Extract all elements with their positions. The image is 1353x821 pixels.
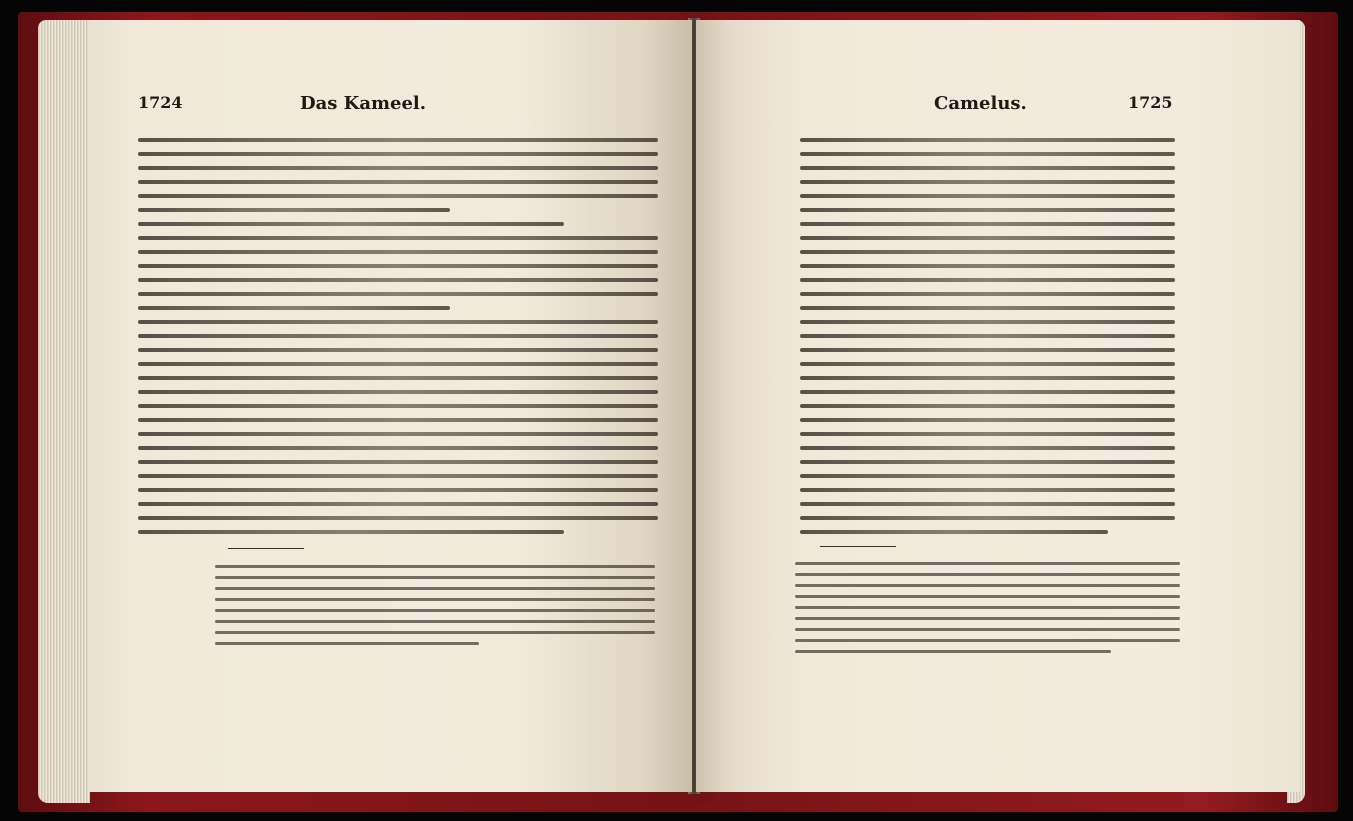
- right-footnotes-area: [795, 562, 1180, 661]
- right-body-text-area: [800, 138, 1175, 544]
- left-footnotes-area: [215, 565, 655, 653]
- left-body-text-area: [138, 138, 658, 544]
- left-footnote-rule: [228, 548, 304, 549]
- left-running-title: Das Kameel.: [300, 93, 427, 114]
- left-page-number: 1724: [138, 93, 183, 112]
- right-footnote-rule: [820, 546, 896, 547]
- right-running-title: Camelus.: [934, 93, 1027, 114]
- right-page-number: 1725: [1128, 93, 1173, 112]
- left-page-stack: [38, 20, 90, 803]
